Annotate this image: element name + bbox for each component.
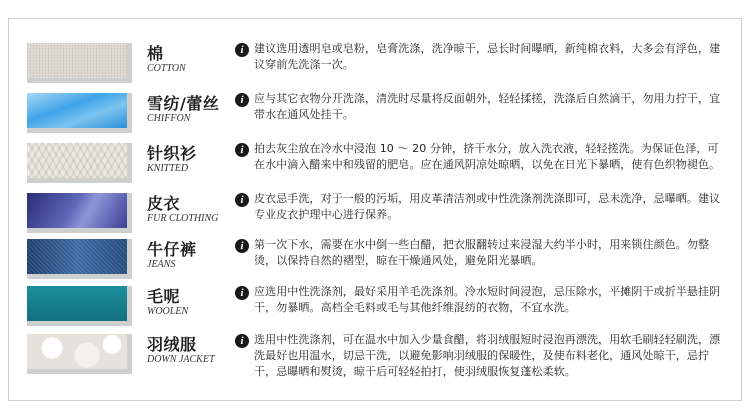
- fabric-name: 牛仔裤: [147, 240, 197, 259]
- info-icon: i: [235, 43, 249, 57]
- info-icon: i: [235, 193, 249, 207]
- fabric-name-en: DOWN JACKET: [147, 354, 215, 365]
- info-icon: i: [235, 93, 249, 107]
- fabric-name: 羽绒服: [147, 335, 197, 354]
- care-description: 建议选用透明皂或皂粉，皂膏洗涤，洗净晾干，忌长时间曝晒，新纯棉衣料，大多会有浮色，建议穿前先洗涤一次。: [254, 42, 721, 71]
- knitted-swatch: [27, 143, 132, 183]
- fabric-care-panel: [8, 18, 742, 401]
- care-row-woolen: [9, 284, 741, 331]
- woolen-swatch: [27, 286, 132, 326]
- care-row-fur-clothing: [9, 191, 741, 238]
- care-description: 第一次下水，需要在水中倒一些白醋，把衣服翻转过来浸湿大约半小时，用来锁住颜色。勿整烫，以保持自然的褶型，晾在干燥通风处，避免阳光暴晒。: [254, 238, 710, 267]
- fabric-name: 雪纺/蕾丝: [147, 94, 220, 113]
- fabric-name-en: FUR CLOTHING: [147, 213, 219, 224]
- care-description: 应与其它衣物分开洗涤，清洗时尽量将反面朝外，轻轻揉搓，洗涤后自然滴干，勿用力拧干，宜带水在通风处挂干。: [254, 92, 721, 121]
- jeans-swatch: [27, 239, 132, 279]
- leather-swatch: [27, 193, 132, 233]
- fabric-name-en: KNITTED: [147, 163, 189, 174]
- info-icon: i: [235, 143, 249, 157]
- fabric-name-en: CHIFFON: [147, 113, 191, 124]
- care-description: 拍去灰尘放在冷水中浸泡 10 ～ 20 分钟，挤干水分，放入洗衣液，轻轻搓洗。为保证色泽，可在水中滴入醋来中和残留的肥皂。应在通风阴凉处晾晒，以免在日光下暴晒，使有色织物褪色。: [254, 142, 721, 171]
- care-row-chiffon: [9, 91, 741, 138]
- info-icon: i: [235, 239, 249, 253]
- care-row-down-jacket: [9, 332, 741, 379]
- fabric-name: 针织衫: [147, 144, 197, 163]
- info-icon: i: [235, 334, 249, 348]
- care-description: 选用中性洗涤剂，可在温水中加入少量食醋，将羽绒服短时浸泡再漂洗，用软毛刷轻轻刷洗，漂洗最好也用温水，切忌干洗，以避免影响羽绒服的保暖性，及使布料老化，通风处晾干，忌拧干，忌曝晒和熨烫，晾干后可轻轻拍打，使羽绒服恢复蓬松柔软。: [254, 333, 721, 378]
- care-description: 应选用中性洗涤剂，最好采用羊毛洗涤剂。冷水短时间浸泡，忌压除水，平摊阴干或折半悬挂阴干，勿暴晒。高档全毛料或毛与其他纤维混纺的衣物，不宜水洗。: [254, 285, 721, 314]
- info-icon: i: [235, 286, 249, 300]
- fabric-name-en: COTTON: [147, 63, 186, 74]
- care-row-knitted: [9, 141, 741, 188]
- fabric-name-en: WOOLEN: [147, 306, 189, 317]
- fabric-name: 皮衣: [147, 194, 181, 213]
- cotton-swatch: [27, 43, 132, 83]
- care-description: 皮衣忌手洗，对于一般的污垢，用皮革清洁剂或中性洗涤剂洗涤即可，忌未洗净，忌曝晒。建议专业皮衣护理中心进行保养。: [254, 192, 721, 221]
- down-swatch: [27, 334, 132, 374]
- care-row-cotton: [9, 41, 741, 88]
- fabric-name-en: JEANS: [147, 259, 176, 270]
- chiffon-swatch: [27, 93, 132, 133]
- fabric-name: 棉: [147, 44, 164, 63]
- fabric-name: 毛呢: [147, 287, 181, 306]
- care-row-jeans: [9, 237, 741, 284]
